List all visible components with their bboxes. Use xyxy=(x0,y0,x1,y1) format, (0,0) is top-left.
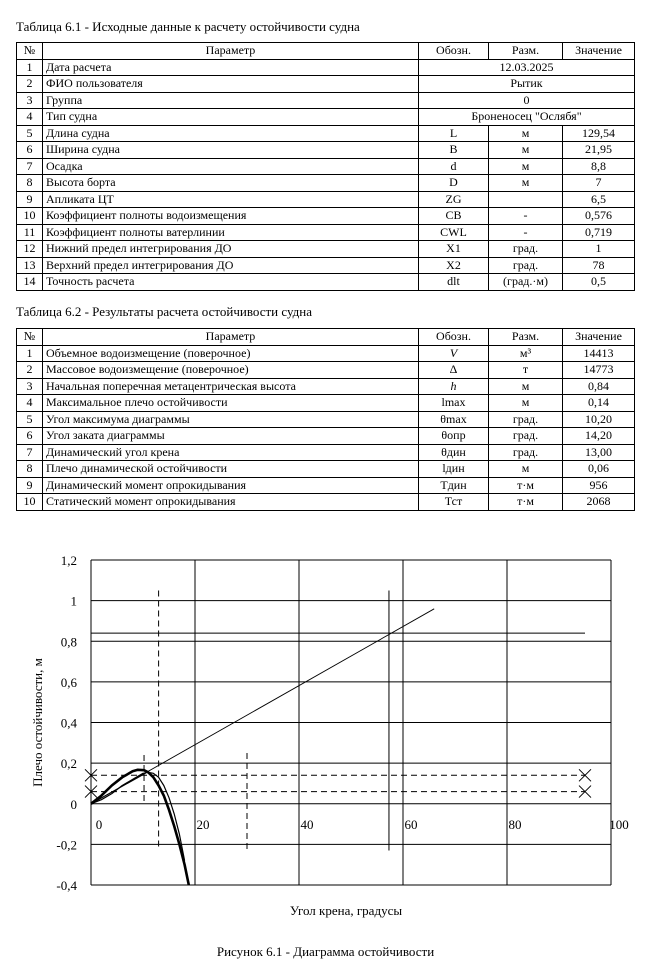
row-unit: град. xyxy=(489,444,563,461)
row-value: 14,20 xyxy=(563,428,635,445)
table-row xyxy=(17,125,635,142)
row-parameter: Максимальное плечо остойчивости xyxy=(43,395,419,412)
table-row xyxy=(17,241,635,258)
x-tick-label: 0 xyxy=(95,816,103,832)
row-symbol: V xyxy=(419,345,489,362)
row-number: 4 xyxy=(17,395,43,412)
row-symbol: Δ xyxy=(419,362,489,379)
row-parameter: Тип судна xyxy=(43,109,419,126)
row-number: 6 xyxy=(17,142,43,159)
y-tick-label: 0,8 xyxy=(60,634,77,650)
row-value: 0,5 xyxy=(563,274,635,291)
row-value: 1 xyxy=(563,241,635,258)
table-row xyxy=(17,444,635,461)
row-value: 2068 xyxy=(563,494,635,511)
row-parameter: Угол максимума диаграммы xyxy=(43,411,419,428)
row-number: 11 xyxy=(17,224,43,241)
row-number: 7 xyxy=(17,158,43,175)
row-unit: м xyxy=(489,395,563,412)
table-row xyxy=(17,224,635,241)
row-number: 2 xyxy=(17,362,43,379)
row-merged-value: Рытик xyxy=(419,76,635,93)
row-parameter: Высота борта xyxy=(43,175,419,192)
row-parameter: Точность расчета xyxy=(43,274,419,291)
row-parameter: Статический момент опрокидывания xyxy=(43,494,419,511)
table-row xyxy=(17,428,635,445)
table-row xyxy=(17,208,635,225)
row-parameter: Дата расчета xyxy=(43,59,419,76)
y-axis-label: Плечо остойчивости, м xyxy=(30,658,45,787)
y-tick-label: 1,2 xyxy=(60,553,77,568)
row-value: 14413 xyxy=(563,345,635,362)
x-tick-label: 20 xyxy=(196,816,210,832)
y-tick-label: 0,4 xyxy=(60,715,77,731)
row-symbol: θопр xyxy=(419,428,489,445)
y-tick-label: 0 xyxy=(70,796,77,812)
table-row xyxy=(17,494,635,511)
row-parameter: Плечо динамической остойчивости xyxy=(43,461,419,478)
row-parameter: Массовое водоизмещение (поверочное) xyxy=(43,362,419,379)
row-number: 9 xyxy=(17,477,43,494)
row-unit: м xyxy=(489,378,563,395)
row-value: 0,06 xyxy=(563,461,635,478)
row-parameter: Апликата ЦТ xyxy=(43,191,419,208)
row-number: 1 xyxy=(17,59,43,76)
row-value: 78 xyxy=(563,257,635,274)
table-row xyxy=(17,378,635,395)
y-tick-label: 0,2 xyxy=(60,756,77,772)
y-tick-label: -0,2 xyxy=(56,837,77,853)
header-unit: Разм. xyxy=(489,329,563,346)
row-unit: м xyxy=(489,158,563,175)
stability-diagram xyxy=(0,540,651,940)
row-number: 9 xyxy=(17,191,43,208)
row-symbol: B xyxy=(419,142,489,159)
table-row xyxy=(17,142,635,159)
row-parameter: Группа xyxy=(43,92,419,109)
row-merged-value: Броненосец "Ослябя" xyxy=(419,109,635,126)
table-row xyxy=(17,175,635,192)
row-parameter: Длина судна xyxy=(43,125,419,142)
row-parameter: Ширина судна xyxy=(43,142,419,159)
table-row xyxy=(17,345,635,362)
row-symbol: X1 xyxy=(419,241,489,258)
row-number: 8 xyxy=(17,461,43,478)
row-symbol: θmax xyxy=(419,411,489,428)
table-row xyxy=(17,158,635,175)
series-static-stability xyxy=(91,770,189,885)
row-unit: т xyxy=(489,362,563,379)
table-row xyxy=(17,257,635,274)
x-tick-label: 40 xyxy=(300,816,314,832)
row-value: 7 xyxy=(563,175,635,192)
row-symbol: X2 xyxy=(419,257,489,274)
row-value: 0,719 xyxy=(563,224,635,241)
row-symbol: lmax xyxy=(419,395,489,412)
row-number: 12 xyxy=(17,241,43,258)
row-symbol: h xyxy=(419,378,489,395)
row-value: 21,95 xyxy=(563,142,635,159)
row-number: 14 xyxy=(17,274,43,291)
row-symbol: CB xyxy=(419,208,489,225)
table-row xyxy=(17,362,635,379)
row-unit: град. xyxy=(489,241,563,258)
row-value: 14773 xyxy=(563,362,635,379)
row-symbol: Тст xyxy=(419,494,489,511)
row-value: 13,00 xyxy=(563,444,635,461)
table-row xyxy=(17,191,635,208)
row-symbol: D xyxy=(419,175,489,192)
row-parameter: Осадка xyxy=(43,158,419,175)
header-value: Значение xyxy=(563,43,635,60)
figure-caption: Рисунок 6.1 - Диаграмма остойчивости xyxy=(216,944,435,959)
y-tick-label: -0,4 xyxy=(56,878,77,893)
table-row xyxy=(17,274,635,291)
row-unit: т·м xyxy=(489,477,563,494)
row-number: 10 xyxy=(17,208,43,225)
row-symbol: dlt xyxy=(419,274,489,291)
row-value: 0,14 xyxy=(563,395,635,412)
row-unit: т·м xyxy=(489,494,563,511)
header-number: № xyxy=(17,329,43,346)
x-tick-label: 80 xyxy=(508,816,522,832)
row-symbol: ZG xyxy=(419,191,489,208)
x-axis-label: Угол крена, градусы xyxy=(289,903,403,918)
row-symbol: θдин xyxy=(419,444,489,461)
input-data-table xyxy=(16,42,635,291)
row-parameter: Нижний предел интегрирования ДО xyxy=(43,241,419,258)
row-number: 2 xyxy=(17,76,43,93)
row-parameter: Коэффициент полноты водоизмещения xyxy=(43,208,419,225)
row-merged-value: 12.03.2025 xyxy=(419,59,635,76)
table2-caption: Таблица 6.2 - Результаты расчета остойчивости судна xyxy=(16,304,312,319)
y-tick-label: 0,6 xyxy=(60,674,77,690)
header-symbol: Обозн. xyxy=(419,329,489,346)
row-parameter: Верхний предел интегрирования ДО xyxy=(43,257,419,274)
table-row xyxy=(17,109,635,126)
header-value: Значение xyxy=(563,329,635,346)
cross-marker xyxy=(579,786,591,798)
row-parameter: Динамический момент опрокидывания xyxy=(43,477,419,494)
row-number: 8 xyxy=(17,175,43,192)
row-parameter: Динамический угол крена xyxy=(43,444,419,461)
row-unit: - xyxy=(489,208,563,225)
header-parameter: Параметр xyxy=(43,329,419,346)
table-row xyxy=(17,76,635,93)
row-value: 10,20 xyxy=(563,411,635,428)
row-unit: м³ xyxy=(489,345,563,362)
header-parameter: Параметр xyxy=(43,43,419,60)
row-value: 129,54 xyxy=(563,125,635,142)
row-unit xyxy=(489,191,563,208)
x-tick-label: 100 xyxy=(609,816,629,832)
row-number: 5 xyxy=(17,411,43,428)
row-merged-value: 0 xyxy=(419,92,635,109)
row-symbol: CWL xyxy=(419,224,489,241)
row-number: 5 xyxy=(17,125,43,142)
row-symbol: L xyxy=(419,125,489,142)
y-tick-label: 1 xyxy=(70,593,77,609)
row-number: 6 xyxy=(17,428,43,445)
row-unit: (град.·м) xyxy=(489,274,563,291)
row-unit: м xyxy=(489,125,563,142)
row-unit: град. xyxy=(489,257,563,274)
row-parameter: ФИО пользователя xyxy=(43,76,419,93)
row-number: 4 xyxy=(17,109,43,126)
row-unit: град. xyxy=(489,411,563,428)
row-value: 0,576 xyxy=(563,208,635,225)
row-symbol: lдин xyxy=(419,461,489,478)
row-unit: - xyxy=(489,224,563,241)
row-parameter: Начальная поперечная метацентрическая высота xyxy=(43,378,419,395)
header-symbol: Обозн. xyxy=(419,43,489,60)
row-unit: м xyxy=(489,461,563,478)
row-parameter: Объемное водоизмещение (поверочное) xyxy=(43,345,419,362)
row-unit: м xyxy=(489,142,563,159)
row-unit: м xyxy=(489,175,563,192)
table-row xyxy=(17,92,635,109)
row-number: 7 xyxy=(17,444,43,461)
header-unit: Разм. xyxy=(489,43,563,60)
table-row xyxy=(17,411,635,428)
row-parameter: Угол заката диаграммы xyxy=(43,428,419,445)
results-table xyxy=(16,328,635,511)
x-tick-label: 60 xyxy=(404,816,418,832)
header-number: № xyxy=(17,43,43,60)
row-value: 0,84 xyxy=(563,378,635,395)
row-number: 10 xyxy=(17,494,43,511)
series-chord-line xyxy=(91,773,146,804)
row-number: 3 xyxy=(17,378,43,395)
row-number: 3 xyxy=(17,92,43,109)
cross-marker xyxy=(579,769,591,781)
table1-caption: Таблица 6.1 - Исходные данные к расчету остойчивости судна xyxy=(16,19,360,34)
table-row xyxy=(17,395,635,412)
row-unit: град. xyxy=(489,428,563,445)
table-row xyxy=(17,59,635,76)
row-value: 956 xyxy=(563,477,635,494)
table-row xyxy=(17,477,635,494)
row-number: 1 xyxy=(17,345,43,362)
row-symbol: Тдин xyxy=(419,477,489,494)
row-parameter: Коэффициент полноты ватерлинии xyxy=(43,224,419,241)
row-value: 6,5 xyxy=(563,191,635,208)
row-value: 8,8 xyxy=(563,158,635,175)
row-symbol: d xyxy=(419,158,489,175)
table-row xyxy=(17,461,635,478)
row-number: 13 xyxy=(17,257,43,274)
